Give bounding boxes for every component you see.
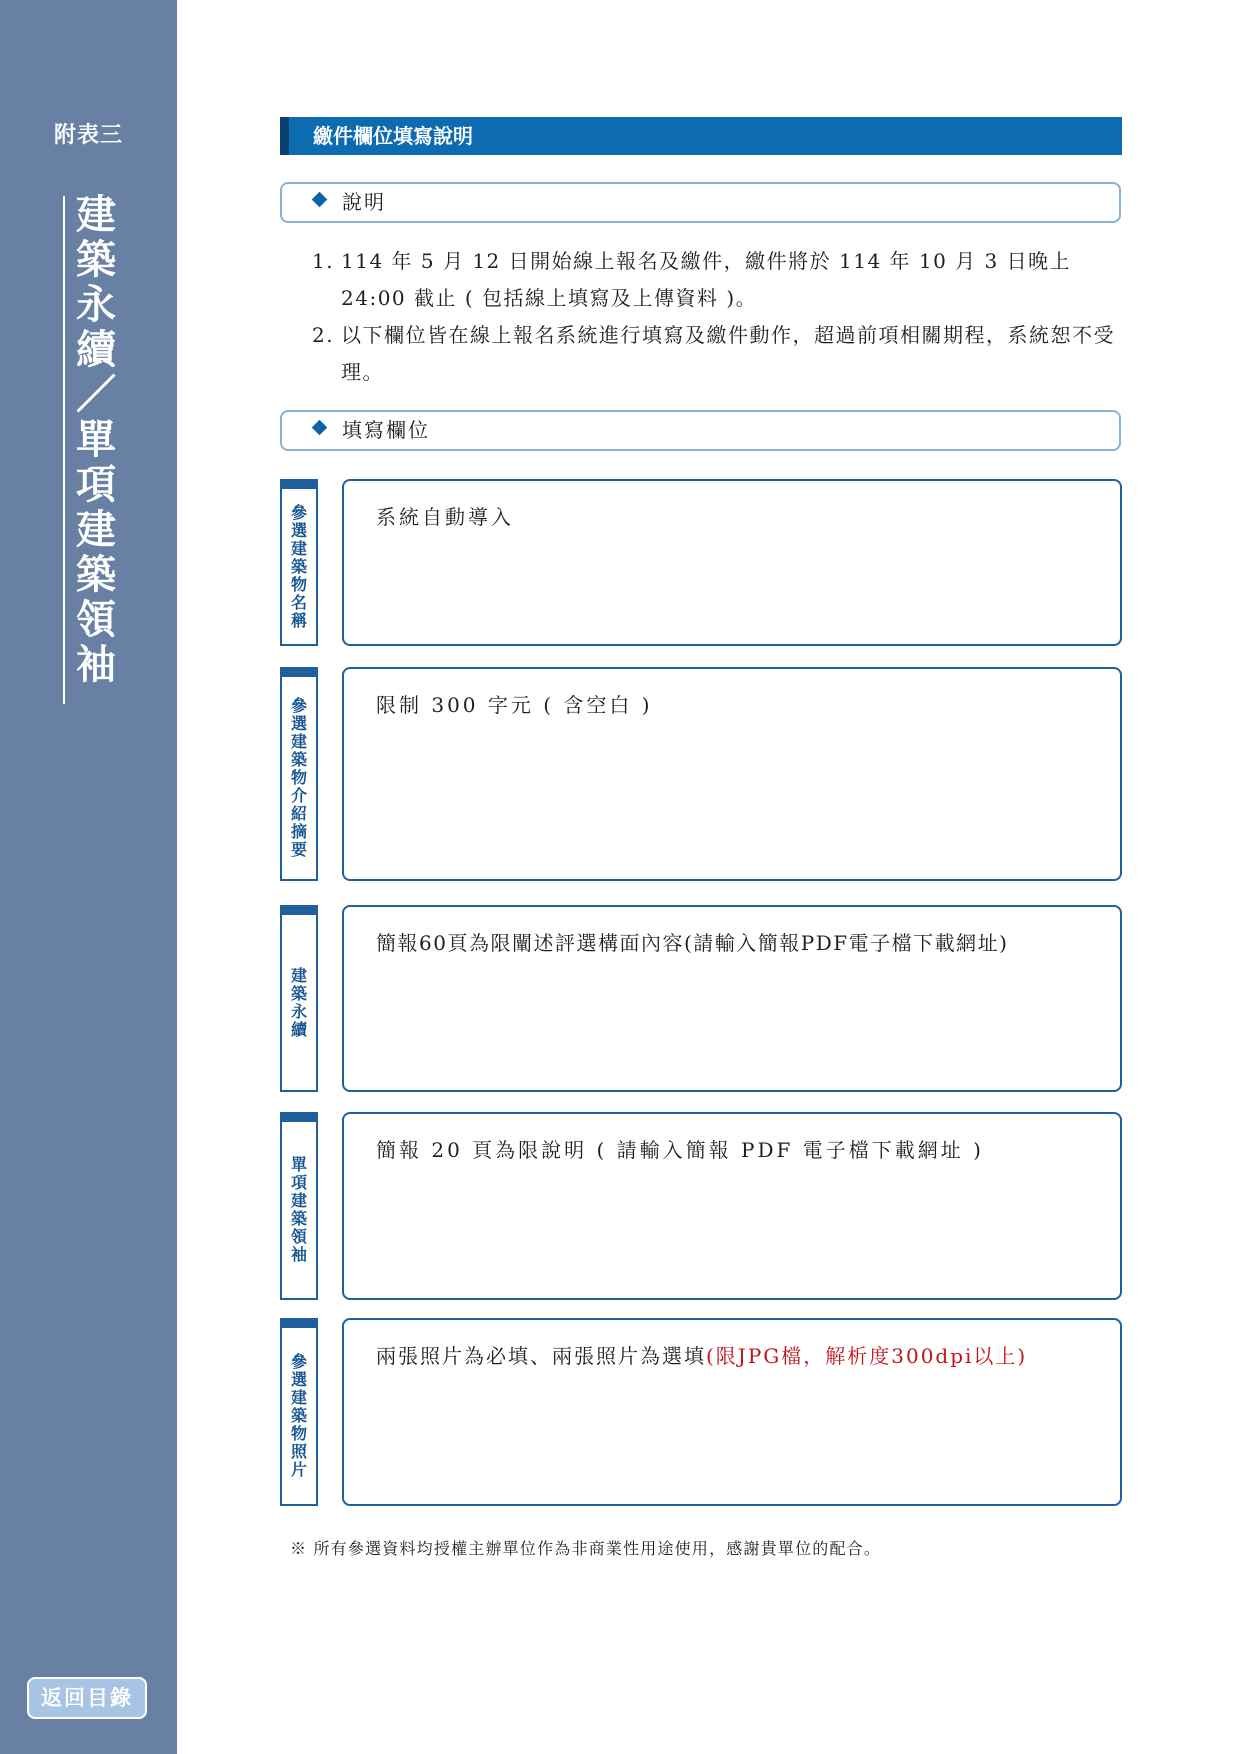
label-char: 建 xyxy=(290,538,307,558)
label-char: 單 xyxy=(290,1155,307,1174)
label-char: 參 xyxy=(290,1352,307,1371)
title-char: 項 xyxy=(76,461,116,508)
label-char: 照 xyxy=(290,1442,307,1461)
list-number: 2. xyxy=(312,323,335,347)
label-char: 名 xyxy=(290,592,307,612)
label-char: 建 xyxy=(290,732,307,751)
label-char: 參 xyxy=(290,696,307,715)
label-char: 參 xyxy=(290,502,307,522)
explain-list xyxy=(312,243,1127,391)
label-char: 選 xyxy=(290,1370,307,1389)
title-divider-line xyxy=(63,196,65,704)
explain-subheading xyxy=(280,182,1121,223)
label-char: 物 xyxy=(290,768,307,787)
label-char: 物 xyxy=(290,1424,307,1443)
title-char: 永 xyxy=(76,281,116,328)
footnote: ※ 所有參選資料均授權主辦單位作為非商業性用途使用，感謝貴單位的配合。 xyxy=(290,1539,882,1558)
diamond-bullet-icon xyxy=(312,192,328,208)
label-char: 建 xyxy=(290,1388,307,1407)
section-header-accent xyxy=(280,117,289,155)
sustainability-presentation-url-field[interactable] xyxy=(342,905,1122,1092)
building-name-field[interactable] xyxy=(342,479,1122,646)
title-char: 單 xyxy=(76,416,116,463)
label-char: 要 xyxy=(290,840,307,859)
appendix-label: 附表三 xyxy=(53,122,123,148)
label-char: 領 xyxy=(290,1227,307,1246)
label-char: 永 xyxy=(290,1001,307,1021)
label-char: 築 xyxy=(290,1406,307,1425)
field-hint-format-note: (限JPG檔，解析度300dpi以上) xyxy=(706,1344,1028,1368)
sidebar-vertical-title xyxy=(66,192,126,687)
title-char: 袖 xyxy=(76,641,116,688)
title-char: 築 xyxy=(76,236,116,283)
section-title: 繳件欄位填寫說明 xyxy=(313,124,473,148)
field-label-sustainability xyxy=(280,905,318,1092)
title-char: 築 xyxy=(76,551,116,598)
label-char: 項 xyxy=(290,1173,307,1192)
fields-subheading-label: 填寫欄位 xyxy=(342,418,430,442)
label-char: 建 xyxy=(290,965,307,985)
explain-list-item xyxy=(312,243,1127,317)
leader-presentation-url-field[interactable] xyxy=(342,1112,1122,1300)
field-hint: 限制 300 字元 ( 含空白 ) xyxy=(376,693,653,717)
label-char: 介 xyxy=(290,786,307,805)
label-char: 稱 xyxy=(290,610,307,630)
label-char: 選 xyxy=(290,520,307,540)
sidebar xyxy=(0,0,177,1754)
explain-subheading-label: 說明 xyxy=(342,190,386,214)
field-label-building-summary xyxy=(280,667,318,881)
label-char: 選 xyxy=(290,714,307,733)
diamond-bullet-icon xyxy=(312,420,328,436)
label-char: 築 xyxy=(290,556,307,576)
label-char: 物 xyxy=(290,574,307,594)
label-char: 片 xyxy=(290,1460,307,1479)
label-char: 建 xyxy=(290,1191,307,1210)
field-hint: 簡報60頁為限闡述評選構面內容(請輸入簡報PDF電子檔下載網址) xyxy=(376,931,1009,955)
title-char: 領 xyxy=(76,596,116,643)
field-label-building-name xyxy=(280,479,318,646)
field-hint: 兩張照片為必填、兩張照片為選填(限JPG檔，解析度300dpi以上) xyxy=(376,1344,1028,1368)
title-char: 續 xyxy=(76,326,116,373)
label-char: 摘 xyxy=(290,822,307,841)
list-text: 以下欄位皆在線上報名系統進行填寫及繳件動作，超過前項相關期程，系統恕不受理。 xyxy=(341,323,1115,384)
label-char: 築 xyxy=(290,750,307,769)
building-photos-upload-field[interactable] xyxy=(342,1318,1122,1506)
list-text: 114 年 5 月 12 日開始線上報名及繳件，繳件將於 114 年 10 月 3 日晚上 24:00 截止 ( 包括線上填寫及上傳資料 )。 xyxy=(341,249,1072,310)
label-char: 袖 xyxy=(290,1245,307,1264)
field-label-single-leader xyxy=(280,1112,318,1300)
back-to-contents-button[interactable]: 返回目錄 xyxy=(27,1677,147,1719)
field-hint: 系統自動導入 xyxy=(376,505,514,529)
fields-subheading xyxy=(280,410,1121,451)
building-summary-field[interactable] xyxy=(342,667,1122,881)
label-char: 築 xyxy=(290,983,307,1003)
label-char: 紹 xyxy=(290,804,307,823)
label-char: 築 xyxy=(290,1209,307,1228)
title-char: 建 xyxy=(76,506,116,553)
list-number: 1. xyxy=(312,249,335,273)
explain-list-item xyxy=(312,317,1127,391)
label-char: 續 xyxy=(290,1019,307,1039)
section-header-bar xyxy=(280,117,1122,155)
title-char: ／ xyxy=(76,371,116,418)
title-char: 建 xyxy=(76,191,116,238)
field-label-building-photos xyxy=(280,1318,318,1506)
field-hint: 簡報 20 頁為限說明 ( 請輸入簡報 PDF 電子檔下載網址 ) xyxy=(376,1138,984,1162)
